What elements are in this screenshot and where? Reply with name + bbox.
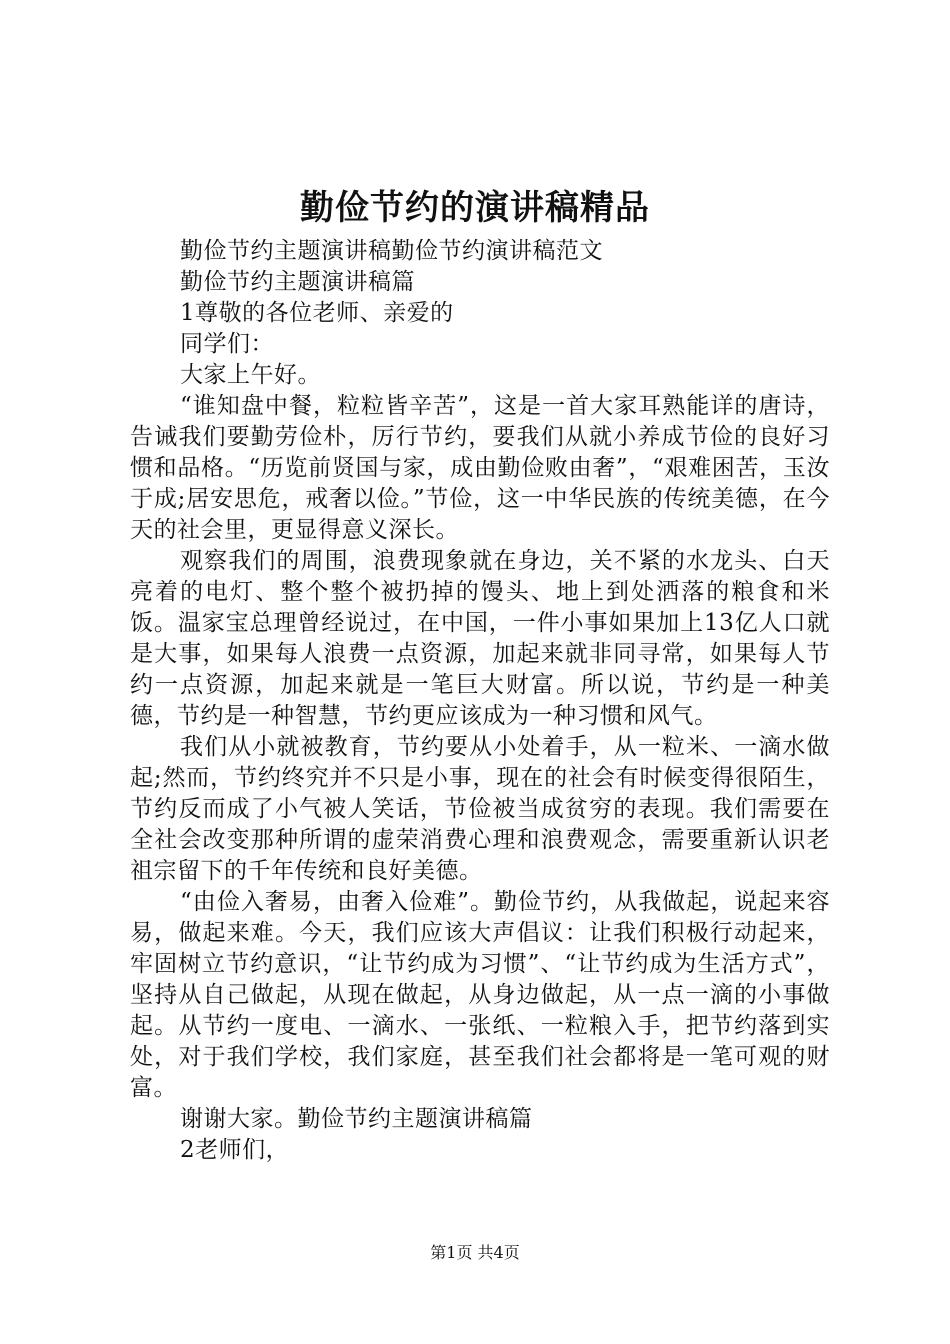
paragraph: “由俭入奢易，由奢入俭难”。勤俭节约，从我做起，说起来容易，做起来难。今天，我们应该大声倡议：让我们积极行动起来，牢固树立节约意识，“让节约成为习惯”、“让节约成为生活方式”，坚持从自己做起，从现在做起，从身边做起，从一点一滴的小事做起。从节约一度电、一滴水、一张纸、一粒粮入手，把节约落到实处，对于我们学校，我们家庭，甚至我们社会都将是一笔可观的财富。	[130, 889, 830, 1101]
paragraph: 大家上午好。	[180, 362, 321, 388]
paragraph: 观察我们的周围，浪费现象就在身边，关不紧的水龙头、白天亮着的电灯、整个整个被扔掉的馒头、地上到处洒落的粮食和米饭。温家宝总理曾经说过，在中国，一件小事如果加上13亿人口就是大事，如果每人浪费一点资源，加起来就非同寻常，如果每人节约一点资源，加起来就是一笔巨大财富。所以说，节约是一种美德，节约是一种智慧，节约更应该成为一种习惯和风气。	[130, 548, 830, 729]
paragraph: 2老师们，	[180, 1137, 290, 1163]
document-title: 勤俭节约的演讲稿精品	[300, 188, 650, 228]
paragraph: 我们从小就被教育，节约要从小处着手，从一粒米、一滴水做起;然而，节约终究并不只是小事，现在的社会有时候变得很陌生，节约反而成了小气被人笑话，节俭被当成贫穷的表现。我们需要在全社会改变那种所谓的虚荣消费心理和浪费观念，需要重新认识老祖宗留下的千年传统和良好美德。	[130, 734, 830, 884]
paragraph: “谁知盘中餐，粒粒皆辛苦”，这是一首大家耳熟能详的唐诗，告诫我们要勤劳俭朴，厉行节约，要我们从就小养成节俭的良好习惯和品格。“历览前贤国与家，成由勤俭败由奢”，“艰难困苦，玉汝于成;居安思危，戒奢以俭。”节俭，这一中华民族的传统美德，在今天的社会里，更显得意义深长。	[130, 393, 830, 543]
paragraph: 1尊敬的各位老师、亲爱的	[180, 300, 454, 326]
paragraph: 谢谢大家。勤俭节约主题演讲稿篇	[180, 1106, 533, 1132]
paragraph: 勤俭节约主题演讲稿篇	[180, 269, 415, 295]
page-footer: 第1页 共4页	[430, 1243, 520, 1262]
document-body	[130, 236, 830, 1166]
paragraph: 同学们：	[180, 331, 274, 357]
paragraph: 勤俭节约主题演讲稿勤俭节约演讲稿范文	[180, 238, 603, 264]
